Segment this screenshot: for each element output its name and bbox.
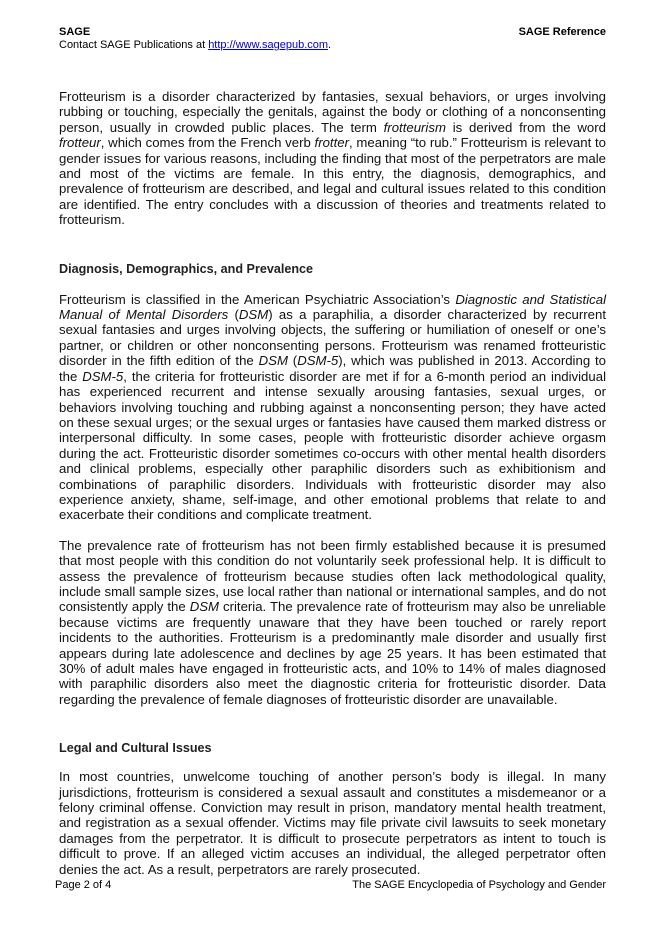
italic-term: frotter: [314, 135, 349, 151]
diagnosis-paragraph: [59, 292, 606, 523]
text-run: The prevalence rate of frotteurism has not been firmly established because it is presumed that most people with this condition do not voluntarily seek professional help. It is difficult to assess the prevalence of frotteurism because studies often lack methodological quality, include small sample sizes, use local rather than national or international samples, and do not consistently apply the: [59, 537, 606, 615]
legal-paragraph: [59, 769, 606, 877]
text-run: Frotteurism is classified in the American Psychiatric Association’s: [59, 291, 456, 307]
text-run: , the criteria for frotteuristic disorder are met if for a 6-month period an individual has experienced recurrent and intense sexually arousing fantasies, sexual urges, or behaviors involving touching and rubbing against a nonconsenting person; they have acted on these sexual urges; or the sexual urges or fantasies have caused them marked distress or interpersonal difficulty. In some cases, people with frotteuristic disorder achieve orgasm during the act. Frotteuristic disorder sometimes co-occurs with other mental health disorders and clinical problems, especially other paraphilic disorders such as exhibitionism and combinations of paraphilic disorders. Individuals with frotteuristic disorder may also experience anxiety, shame, self-image, and other emotional problems that relate to and exacerbate their conditions and complicate treatment.: [59, 368, 606, 523]
intro-paragraph: [59, 89, 606, 228]
section-heading-legal: Legal and Cultural Issues: [59, 741, 212, 756]
text-run: (: [228, 307, 239, 323]
italic-term: frotteurism: [383, 119, 446, 135]
contact-prefix: Contact SAGE Publications at: [59, 39, 209, 51]
article-body: [59, 89, 606, 877]
page-number: Page 2 of 4: [55, 879, 112, 891]
page-footer: [55, 879, 606, 892]
publication-title: The SAGE Encyclopedia of Psychology and Gender: [352, 879, 606, 891]
publisher-name: SAGE: [59, 26, 91, 38]
text-run: , meaning “to rub.” Frotteurism is relevant to gender issues for various reasons, including the finding that most of the perpetrators are male and most of the victims are female. In this entry, the diagnosis, demographics, and prevalence of frotteurism are described, and legal and cultural issues related to this condition are identified. The entry concludes with a discussion of theories and treatments related to frotteurism.: [59, 135, 606, 228]
text-run: ), which was published in 2013. According to the: [59, 353, 607, 384]
text-run: ) as a paraphilia, a disorder characterized by recurrent sexual fantasies and urges involving objects, the suffering or humiliation of oneself or one’s partner, or children or other nonconsenting persons. Frotteurism was renamed frotteuristic disorder in the fifth edition of the: [59, 307, 606, 369]
italic-term: Diagnostic and Statistical Manual of Mental Disorders: [59, 291, 606, 323]
sagepub-link[interactable]: http://www.sagepub.com: [208, 39, 329, 51]
section-heading-diagnosis: Diagnosis, Demographics, and Prevalence: [59, 261, 314, 276]
italic-term: DSM-5: [82, 368, 124, 384]
page-header: [59, 26, 606, 52]
italic-term: DSM: [238, 307, 269, 323]
prevalence-paragraph: [59, 538, 606, 707]
text-run: , which comes from the French verb: [100, 135, 315, 151]
italic-term: frotteur: [59, 135, 101, 151]
text-run: is derived from the word: [445, 119, 606, 135]
text-run: criteria. The prevalence rate of frotteurism may also be unreliable because victims are frequently unaware that they have been touched or rarely report incidents to the authorities. Frotteurism is a predominantly male disorder and usually first appears during late adolescence and declines by age 25 years. It has been estimated that 30% of adult males have engaged in frotteuristic acts, and 10% to 14% of males diagnosed with paraphilic disorders also meet the diagnostic criteria for frotteuristic disorder. Data regarding the prevalence of female diagnoses of frotteuristic disorder are unavailable.: [59, 599, 606, 707]
contact-line: [59, 39, 606, 52]
italic-term: DSM: [189, 599, 220, 615]
italic-term: DSM: [258, 353, 288, 369]
reference-label: SAGE Reference: [518, 26, 606, 38]
text-run: In most countries, unwelcome touching of another person’s body is illegal. In many jurisdictions, frotteurism is considered a sexual assault and constitutes a misdemeanor or a felony criminal offense. Conviction may result in prison, mandatory mental health treatment, and registration as a sexual offender. Victims may file private civil lawsuits to seek monetary damages from the perpetrator. It is difficult to prosecute perpetrators as intent to touch is difficult to prove. If an alleged victim accuses an individual, the alleged perpetrator often denies the act. As a result, perpetrators are rarely prosecuted.: [59, 769, 606, 877]
text-run: (: [287, 353, 298, 369]
text-run: Frotteurism is a disorder characterized by fantasies, sexual behaviors, or urges involving rubbing or touching, especially the genitals, against the body or clothing of a nonconsenting person, usually in crowded public places. The term: [59, 89, 606, 135]
italic-term: DSM-5: [297, 353, 339, 369]
contact-suffix: .: [328, 39, 332, 51]
